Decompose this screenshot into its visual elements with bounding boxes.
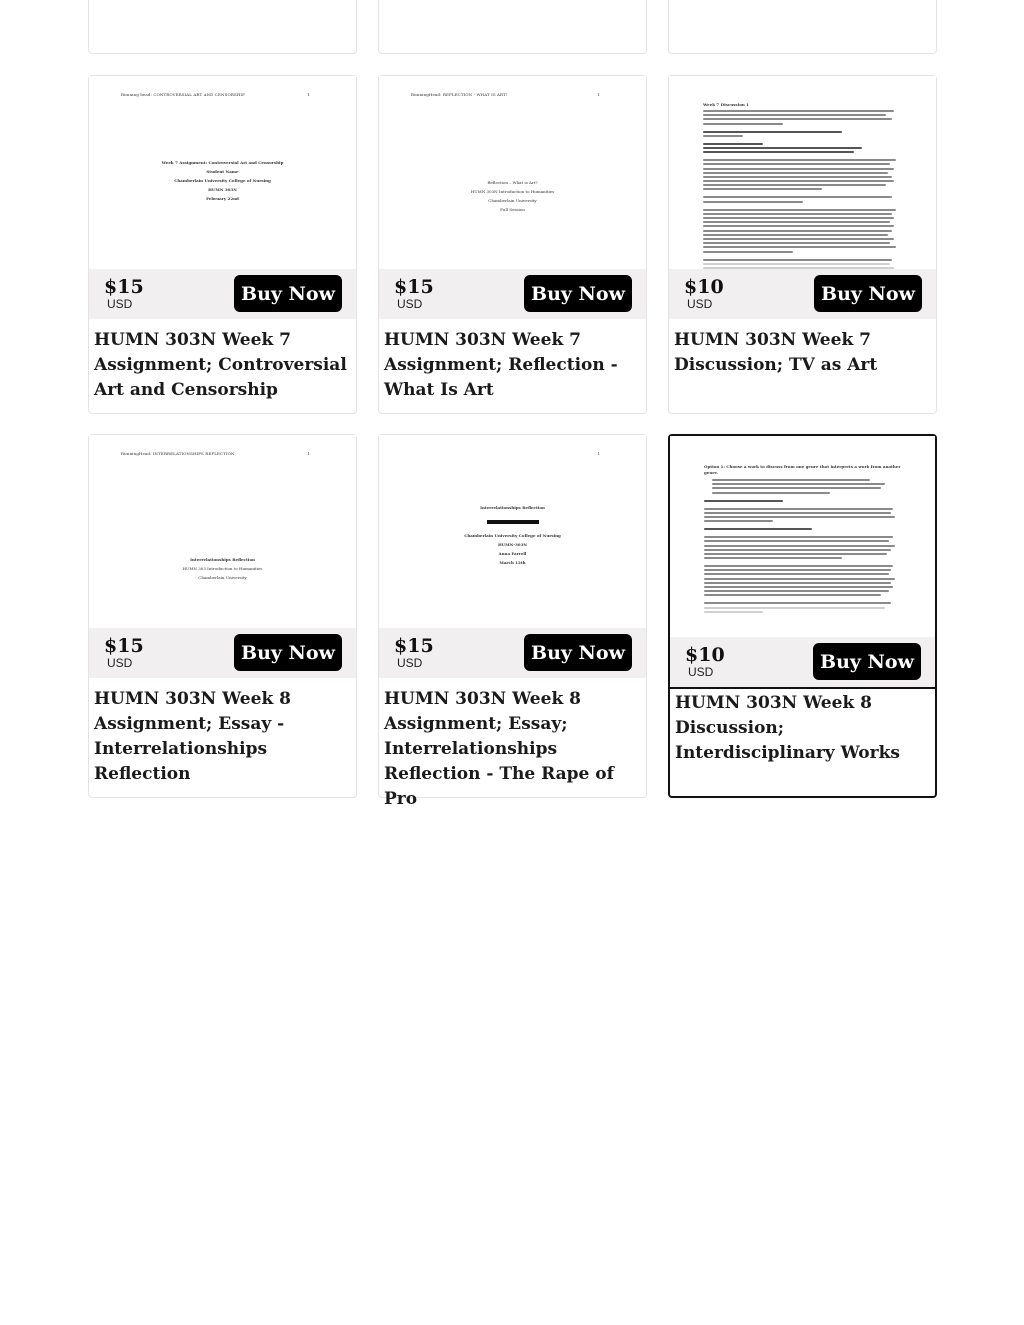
- doc-line: Chamberlain University College of Nursing: [174, 178, 271, 183]
- price-bar: [670, 637, 935, 687]
- page-number: 1: [597, 92, 600, 97]
- product-card[interactable]: [378, 434, 647, 809]
- price-bar: [669, 269, 936, 319]
- document-preview[interactable]: [669, 76, 936, 319]
- document-preview[interactable]: [670, 436, 935, 689]
- doc-line: Chamberlain University: [198, 575, 247, 580]
- price-bar: [89, 628, 356, 678]
- page-number: 1: [307, 92, 310, 97]
- product-card[interactable]: [88, 75, 357, 414]
- document-page: [89, 76, 356, 269]
- price: $15: [104, 276, 144, 298]
- product-card[interactable]: [88, 434, 357, 798]
- document-page: [669, 76, 936, 269]
- product-title[interactable]: HUMN 303N Week 7 Discussion; TV as Art: [674, 330, 878, 375]
- buy-now-button[interactable]: Buy Now: [813, 643, 921, 680]
- price-bar: [379, 628, 646, 678]
- redaction-bar: [487, 520, 539, 524]
- price-bar: [379, 269, 646, 319]
- product-card-partial[interactable]: [378, 0, 647, 54]
- doc-line: February 22nd: [206, 196, 239, 201]
- currency-label: USD: [688, 665, 714, 679]
- currency-label: USD: [107, 656, 133, 670]
- document-page: [379, 435, 646, 628]
- product-card-partial[interactable]: [668, 0, 937, 54]
- product-title[interactable]: HUMN 303N Week 8 Assignment; Essay - Interrelationships Reflection: [94, 689, 291, 784]
- price: $15: [394, 635, 434, 657]
- document-preview[interactable]: [379, 435, 646, 678]
- document-page: [89, 435, 356, 628]
- buy-now-button[interactable]: Buy Now: [524, 275, 632, 312]
- running-head: RunningHead: REFLECTION - WHAT IS ART!: [411, 92, 508, 97]
- product-card[interactable]: [668, 75, 937, 414]
- price: $15: [104, 635, 144, 657]
- doc-line: Chamberlain University: [488, 198, 537, 203]
- doc-title-line: Interrelationships Reflection: [190, 557, 255, 562]
- doc-line: HUMN 303N: [208, 187, 237, 192]
- doc-heading: Option 1: Choose a work to discuss from one genre that interprets a work from another genre.: [704, 464, 901, 475]
- currency-label: USD: [397, 297, 423, 311]
- price: $15: [394, 276, 434, 298]
- doc-line: HUMN-303N: [497, 542, 528, 547]
- doc-line: March 12th: [499, 560, 526, 565]
- product-title[interactable]: HUMN 303N Week 7 Assignment; Reflection - What Is Art: [384, 330, 618, 400]
- running-head: RunningHead: INTERRELATIONSHIPS REFLECTION: [121, 451, 235, 456]
- price: $10: [684, 276, 724, 298]
- product-card[interactable]: [378, 75, 647, 414]
- doc-line: HUMN 303 Introduction to Humanities: [182, 566, 263, 571]
- product-title[interactable]: HUMN 303N Week 8 Discussion; Interdisciplinary Works: [675, 693, 900, 763]
- product-card-partial[interactable]: [88, 0, 357, 54]
- doc-line: Student Name: [206, 169, 239, 174]
- price: $10: [685, 644, 725, 666]
- doc-title-line: Reflection – What is Art?: [487, 180, 538, 185]
- currency-label: USD: [397, 656, 423, 670]
- document-preview[interactable]: [379, 76, 646, 319]
- doc-title-line: Interrelationships Reflection: [480, 505, 545, 510]
- document-preview[interactable]: [89, 435, 356, 678]
- buy-now-button[interactable]: Buy Now: [814, 275, 922, 312]
- price-bar: [89, 269, 356, 319]
- page-number: 1: [307, 451, 310, 456]
- buy-now-button[interactable]: Buy Now: [524, 634, 632, 671]
- doc-line: Chamberlain University College of Nursing: [464, 533, 561, 538]
- product-card[interactable]: [668, 434, 937, 798]
- doc-line: HUMN 303N Introduction to Humanities: [470, 189, 555, 194]
- page-number: 1: [597, 451, 600, 456]
- document-page: [670, 436, 935, 637]
- doc-heading: Week 7 Discussion 1: [703, 102, 749, 107]
- running-head: Running head: CONTROVERSIAL ART AND CENSORSHIP: [121, 92, 245, 97]
- currency-label: USD: [107, 297, 133, 311]
- currency-label: USD: [687, 297, 713, 311]
- document-preview[interactable]: [89, 76, 356, 319]
- buy-now-button[interactable]: Buy Now: [234, 275, 342, 312]
- product-title[interactable]: HUMN 303N Week 7 Assignment; Controversial Art and Censorship: [94, 330, 347, 400]
- doc-title-line: Week 7 Assignment: Controversial Art and Censorship: [161, 160, 284, 165]
- product-title[interactable]: HUMN 303N Week 8 Assignment; Essay; Interrelationships Reflection - The Rape of Pro: [384, 689, 614, 809]
- doc-line: Full Session: [500, 207, 525, 212]
- document-page: [379, 76, 646, 269]
- doc-line: Anna Farrell: [498, 551, 527, 556]
- buy-now-button[interactable]: Buy Now: [234, 634, 342, 671]
